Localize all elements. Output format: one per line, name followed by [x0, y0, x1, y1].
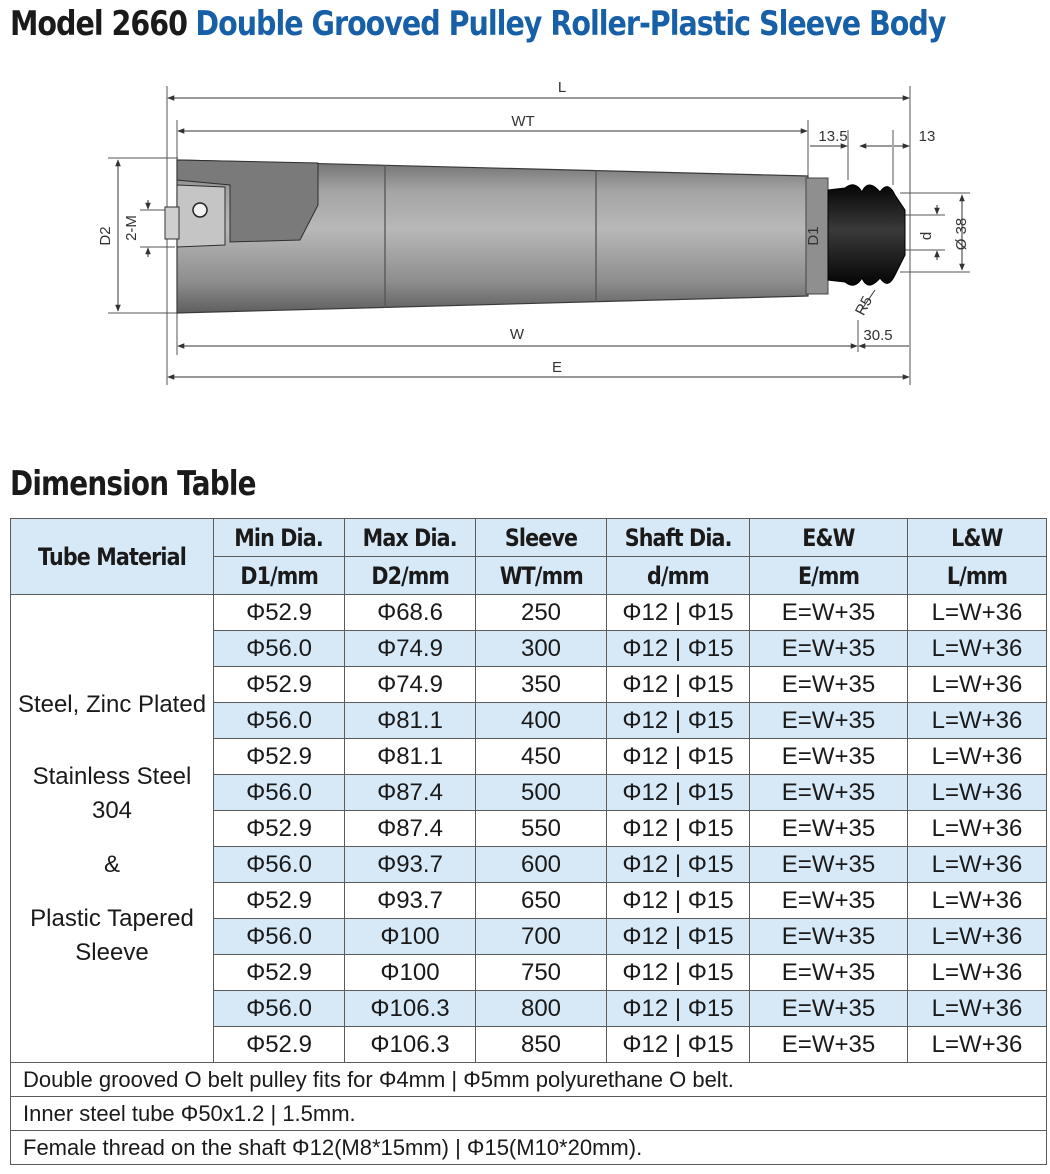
cell-max-dia: Φ106.3 — [345, 991, 476, 1027]
header-sleeve-unit: WT/mm — [476, 557, 607, 595]
cell-max-dia: Φ87.4 — [345, 775, 476, 811]
table-header-row — [11, 519, 1047, 557]
cell-min-dia: Φ52.9 — [214, 739, 345, 775]
cell-shaft-dia: Φ12 | Φ15 — [607, 955, 750, 991]
cell-ew: E=W+35 — [750, 811, 908, 847]
cell-sleeve: 850 — [476, 1027, 607, 1063]
note-row — [11, 1097, 1047, 1131]
cell-shaft-dia: Φ12 | Φ15 — [607, 847, 750, 883]
cell-min-dia: Φ56.0 — [214, 703, 345, 739]
dim-label-w: W — [509, 326, 525, 343]
header-max-dia-unit: D2/mm — [345, 557, 476, 595]
cell-shaft-dia: Φ12 | Φ15 — [607, 811, 750, 847]
roller-technical-drawing — [0, 70, 1050, 410]
cell-lw: L=W+36 — [908, 775, 1047, 811]
cell-ew: E=W+35 — [750, 883, 908, 919]
cell-max-dia: Φ93.7 — [345, 847, 476, 883]
table-row — [11, 595, 1047, 631]
cell-max-dia: Φ74.9 — [345, 667, 476, 703]
cell-ew: E=W+35 — [750, 739, 908, 775]
dimension-table — [10, 518, 1047, 1165]
material-line: Sleeve — [75, 938, 149, 966]
cell-shaft-dia: Φ12 | Φ15 — [607, 1027, 750, 1063]
dim-label-dia38: Ø 38 — [953, 217, 970, 251]
header-min-dia: Min Dia. — [214, 519, 345, 557]
cell-min-dia: Φ52.9 — [214, 595, 345, 631]
dim-label-2-m: 2-M — [123, 215, 140, 241]
cell-shaft-dia: Φ12 | Φ15 — [607, 667, 750, 703]
cell-ew: E=W+35 — [750, 775, 908, 811]
cell-max-dia: Φ68.6 — [345, 595, 476, 631]
header-lw-unit: L/mm — [908, 557, 1047, 595]
cell-min-dia: Φ52.9 — [214, 667, 345, 703]
cell-min-dia: Φ56.0 — [214, 775, 345, 811]
cell-lw: L=W+36 — [908, 883, 1047, 919]
cell-lw: L=W+36 — [908, 991, 1047, 1027]
cell-sleeve: 800 — [476, 991, 607, 1027]
cell-min-dia: Φ56.0 — [214, 631, 345, 667]
cell-ew: E=W+35 — [750, 703, 908, 739]
dim-label-d2: D2 — [97, 226, 114, 246]
cell-shaft-dia: Φ12 | Φ15 — [607, 775, 750, 811]
section-title: Dimension Table — [10, 464, 256, 504]
note-inner-tube: Inner steel tube Φ50x1.2 | 1.5mm. — [11, 1097, 1047, 1131]
cell-min-dia: Φ56.0 — [214, 847, 345, 883]
model-number: Model 2660 — [10, 4, 188, 44]
cell-sleeve: 750 — [476, 955, 607, 991]
header-sleeve: Sleeve — [476, 519, 607, 557]
cell-shaft-dia: Φ12 | Φ15 — [607, 631, 750, 667]
cell-max-dia: Φ87.4 — [345, 811, 476, 847]
tube-material-cell — [11, 595, 214, 1063]
note-row — [11, 1131, 1047, 1165]
cell-min-dia: Φ56.0 — [214, 919, 345, 955]
dim-label-d1: D1 — [805, 226, 822, 246]
cell-sleeve: 400 — [476, 703, 607, 739]
cell-ew: E=W+35 — [750, 595, 908, 631]
cell-lw: L=W+36 — [908, 703, 1047, 739]
note-row — [11, 1063, 1047, 1097]
cell-lw: L=W+36 — [908, 1027, 1047, 1063]
cell-sleeve: 350 — [476, 667, 607, 703]
cell-max-dia: Φ100 — [345, 919, 476, 955]
cell-shaft-dia: Φ12 | Φ15 — [607, 703, 750, 739]
cell-ew: E=W+35 — [750, 667, 908, 703]
cell-sleeve: 450 — [476, 739, 607, 775]
product-name: Double Grooved Pulley Roller-Plastic Sleeve Body — [195, 4, 946, 44]
material-line: Stainless Steel — [32, 762, 192, 790]
dim-label-l: L — [557, 79, 567, 96]
material-line: 304 — [91, 796, 133, 824]
note-belt: Double grooved O belt pulley fits for Φ4mm | Φ5mm polyurethane O belt. — [11, 1063, 1047, 1097]
cell-lw: L=W+36 — [908, 631, 1047, 667]
cell-sleeve: 650 — [476, 883, 607, 919]
page-title — [10, 4, 945, 44]
cell-sleeve: 600 — [476, 847, 607, 883]
cell-min-dia: Φ56.0 — [214, 991, 345, 1027]
cell-min-dia: Φ52.9 — [214, 883, 345, 919]
cell-shaft-dia: Φ12 | Φ15 — [607, 919, 750, 955]
cell-max-dia: Φ81.1 — [345, 739, 476, 775]
dim-label-30-5: 30.5 — [863, 327, 893, 344]
cell-lw: L=W+36 — [908, 595, 1047, 631]
header-shaft-unit: d/mm — [607, 557, 750, 595]
dim-label-13: 13 — [918, 128, 936, 145]
header-shaft-dia: Shaft Dia. — [607, 519, 750, 557]
cell-min-dia: Φ52.9 — [214, 955, 345, 991]
note-thread: Female thread on the shaft Φ12(M8*15mm) | Φ15(M10*20mm). — [11, 1131, 1047, 1165]
cell-max-dia: Φ100 — [345, 955, 476, 991]
cell-ew: E=W+35 — [750, 991, 908, 1027]
header-max-dia: Max Dia. — [345, 519, 476, 557]
cell-ew: E=W+35 — [750, 631, 908, 667]
cell-lw: L=W+36 — [908, 919, 1047, 955]
cell-sleeve: 550 — [476, 811, 607, 847]
header-lw: L&W — [908, 519, 1047, 557]
dim-label-e: E — [551, 359, 563, 376]
cell-max-dia: Φ106.3 — [345, 1027, 476, 1063]
cell-lw: L=W+36 — [908, 667, 1047, 703]
material-line: Plastic Tapered — [30, 904, 194, 932]
cell-ew: E=W+35 — [750, 1027, 908, 1063]
material-line: Steel, Zinc Plated — [17, 690, 207, 718]
header-tube-material: Tube Material — [11, 519, 214, 595]
cell-lw: L=W+36 — [908, 739, 1047, 775]
cell-sleeve: 500 — [476, 775, 607, 811]
header-ew-unit: E/mm — [750, 557, 908, 595]
dim-label-d: d — [918, 231, 935, 241]
cell-shaft-dia: Φ12 | Φ15 — [607, 991, 750, 1027]
cell-lw: L=W+36 — [908, 811, 1047, 847]
cell-max-dia: Φ81.1 — [345, 703, 476, 739]
cell-shaft-dia: Φ12 | Φ15 — [607, 883, 750, 919]
cell-ew: E=W+35 — [750, 847, 908, 883]
cell-min-dia: Φ52.9 — [214, 811, 345, 847]
cell-ew: E=W+35 — [750, 955, 908, 991]
cell-sleeve: 300 — [476, 631, 607, 667]
header-ew: E&W — [750, 519, 908, 557]
cell-sleeve: 250 — [476, 595, 607, 631]
header-min-dia-unit: D1/mm — [214, 557, 345, 595]
cell-max-dia: Φ74.9 — [345, 631, 476, 667]
dim-label-wt: WT — [511, 113, 535, 130]
cell-shaft-dia: Φ12 | Φ15 — [607, 739, 750, 775]
cell-min-dia: Φ52.9 — [214, 1027, 345, 1063]
cell-ew: E=W+35 — [750, 919, 908, 955]
dim-label-13-5: 13.5 — [818, 128, 848, 145]
material-line: & — [103, 850, 120, 878]
cell-max-dia: Φ93.7 — [345, 883, 476, 919]
cell-lw: L=W+36 — [908, 847, 1047, 883]
cell-sleeve: 700 — [476, 919, 607, 955]
dim-label-r5: R5 — [852, 293, 877, 319]
cell-lw: L=W+36 — [908, 955, 1047, 991]
cell-shaft-dia: Φ12 | Φ15 — [607, 595, 750, 631]
